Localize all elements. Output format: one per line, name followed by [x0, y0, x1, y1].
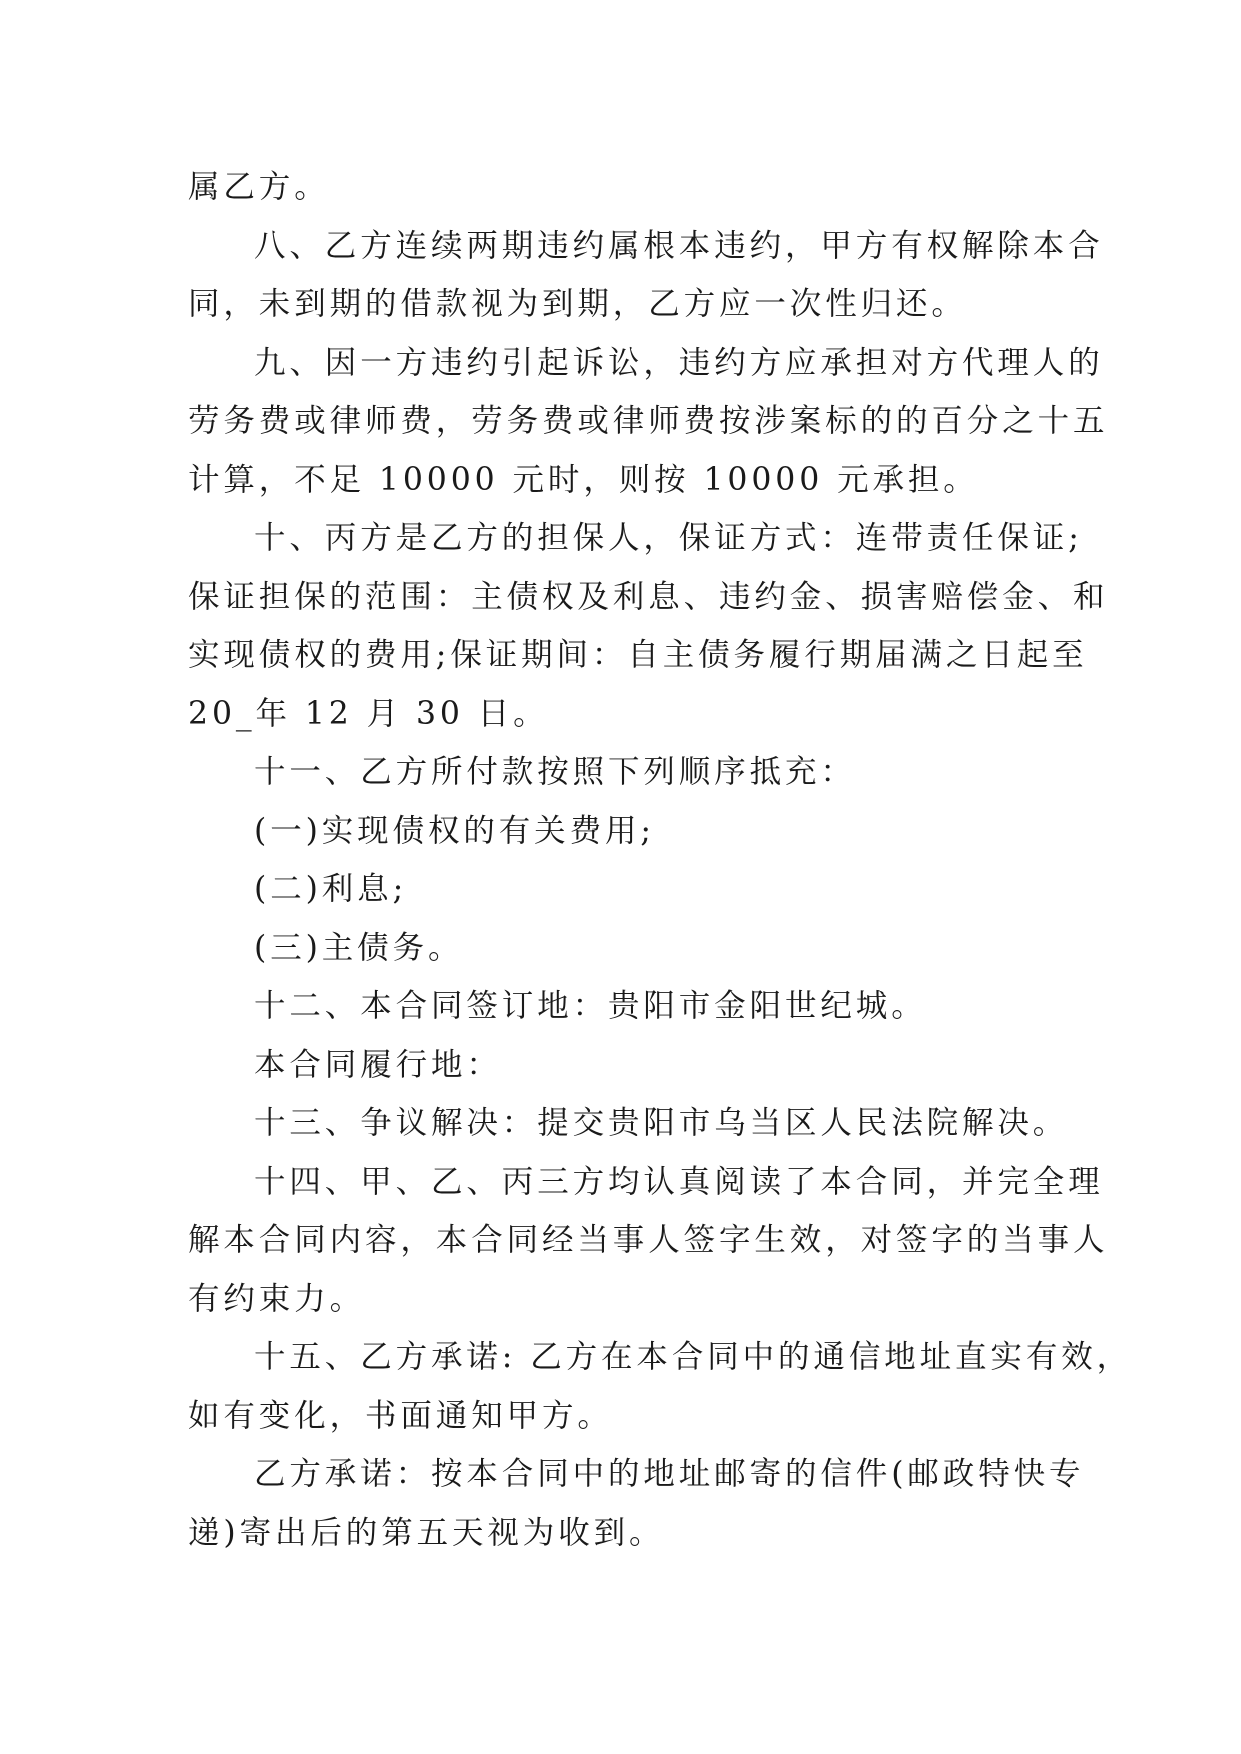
text-line: (二)利息;	[254, 871, 408, 907]
text-line: 如有变化，书面通知甲方。	[188, 1397, 613, 1434]
text-line: 十二、本合同签订地：贵阳市金阳世纪城。	[254, 988, 927, 1024]
paragraph-continuation	[188, 158, 1054, 217]
text-line: 劳务费或律师费，劳务费或律师费按涉案标的的百分之十五	[188, 403, 1109, 439]
text-line: 属乙方。	[188, 169, 330, 205]
text-line: 十五、乙方承诺: 乙方在本合同中的通信地址直实有效，	[254, 1339, 1133, 1375]
clause-8	[188, 217, 1104, 334]
text-line: 十四、甲、乙、丙三方均认真阅读了本合同，并完全理	[254, 1163, 1104, 1200]
clause-14	[188, 1153, 1109, 1329]
clause-9	[188, 334, 1109, 510]
text-line: 同，未到期的借款视为到期，乙方应一次性归还。	[188, 286, 967, 322]
text-line: 乙方承诺：按本合同中的地址邮寄的信件(邮政特快专	[254, 1456, 1085, 1492]
text-line: 九、因一方违约引起诉讼，违约方应承担对方代理人的	[254, 344, 1104, 381]
text-line: 十、丙方是乙方的担保人，保证方式：连带责任保证;	[254, 520, 1083, 556]
document-body	[188, 158, 1133, 1562]
text-line: (一)实现债权的有关费用;	[254, 812, 655, 849]
clause-13	[188, 1094, 1069, 1153]
text-line: (三)主债务。	[254, 929, 464, 966]
clause-12-performance-place	[188, 1036, 1054, 1095]
clause-12	[188, 977, 1054, 1036]
clause-11-item-1	[188, 802, 1054, 861]
text-line: 保证担保的范围：主债权及利息、违约金、损害赔偿金、和	[188, 578, 1109, 615]
clause-15	[188, 1328, 1133, 1445]
clause-11	[188, 743, 1054, 802]
text-line: 实现债权的费用;保证期间：自主债务履行期届满之日起至	[188, 637, 1088, 673]
text-line: 有约束力。	[188, 1280, 366, 1317]
text-line: 计算，不足 10000 元时，则按 10000 元承担。	[188, 461, 979, 498]
clause-11-item-2	[188, 860, 1054, 919]
clause-11-item-3	[188, 919, 1054, 978]
clause-10	[188, 509, 1109, 743]
text-line: 八、乙方连续两期违约属根本违约，甲方有权解除本合	[254, 227, 1104, 264]
text-line: 20_年 12 月 30 日。	[188, 695, 549, 732]
text-line: 十三、争议解决：提交贵阳市乌当区人民法院解决。	[254, 1105, 1069, 1141]
text-line: 本合同履行地：	[254, 1046, 502, 1083]
text-line: 递)寄出后的第五天视为收到。	[188, 1514, 665, 1551]
text-line: 解本合同内容，本合同经当事人签字生效，对签字的当事人	[188, 1222, 1109, 1258]
text-line: 十一、乙方所付款按照下列顺序抵充：	[254, 754, 856, 790]
clause-15-receipt	[188, 1445, 1085, 1562]
